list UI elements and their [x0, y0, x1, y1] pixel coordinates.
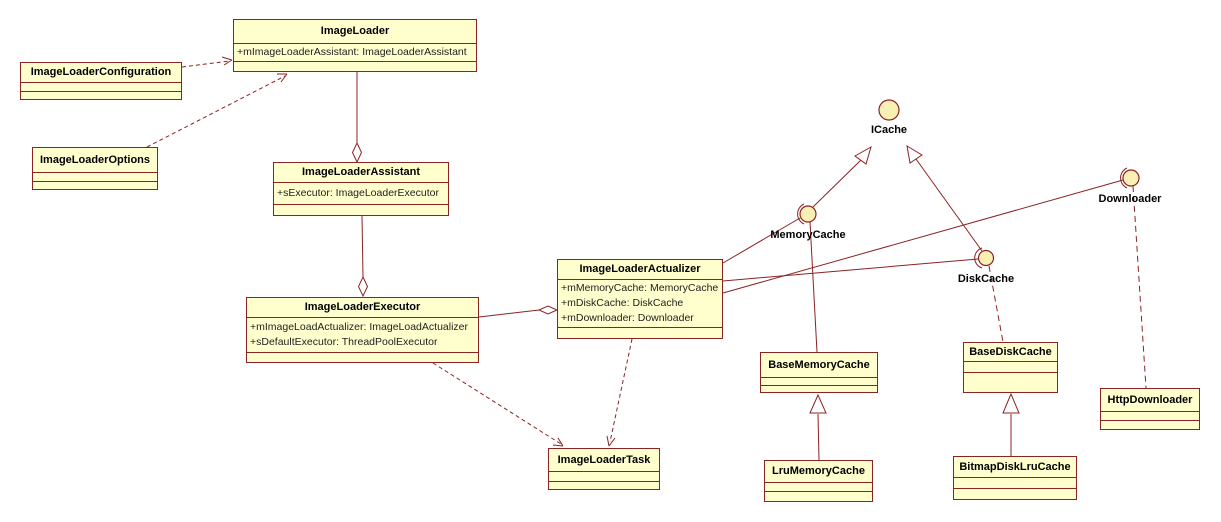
class-image-loader-actualizer[interactable] — [557, 259, 723, 339]
operations-compartment — [1101, 421, 1199, 429]
interface-label-icache: ICache — [870, 124, 908, 136]
interface-label-downloader: Downloader — [1098, 193, 1162, 205]
operations-compartment — [964, 373, 1057, 392]
attributes-compartment — [274, 183, 448, 205]
class-attribute: +mDownloader: Downloader — [561, 312, 694, 324]
generalization-lru-basememory — [810, 395, 826, 460]
class-image-loader-assistant[interactable] — [273, 162, 449, 216]
class-title: BitmapDiskLruCache — [954, 457, 1076, 478]
attributes-compartment — [549, 472, 659, 482]
class-title: HttpDownloader — [1101, 389, 1199, 412]
class-title: LruMemoryCache — [765, 461, 872, 483]
open-arrowhead-icon — [277, 74, 287, 82]
class-title: ImageLoaderOptions — [33, 148, 157, 173]
generalization-triangle-icon — [907, 146, 922, 163]
class-attribute: +sExecutor: ImageLoaderExecutor — [277, 187, 439, 199]
operations-compartment — [33, 182, 157, 189]
attributes-compartment — [558, 280, 722, 328]
operations-compartment — [954, 489, 1076, 499]
class-image-loader-configuration[interactable] — [20, 62, 182, 100]
class-title: ImageLoaderActualizer — [558, 260, 722, 280]
dependency-actualizer-task — [607, 339, 632, 446]
operations-compartment — [765, 492, 872, 501]
class-title: BaseDiskCache — [964, 343, 1057, 362]
diskcache-lollipop-icon[interactable] — [975, 248, 994, 268]
aggregation-loader-assistant — [353, 72, 362, 162]
class-attribute: +mImageLoadActualizer: ImageLoadActualizer — [250, 321, 468, 333]
class-title: ImageLoaderTask — [549, 449, 659, 472]
icache-lollipop-icon[interactable] — [879, 100, 899, 120]
class-title: ImageLoader — [234, 20, 476, 44]
downloader-lollipop-icon[interactable] — [1121, 168, 1139, 188]
provided-interface-basememorycache — [810, 222, 817, 352]
attributes-compartment — [234, 44, 476, 62]
dependency-executor-task — [433, 363, 563, 446]
class-title: ImageLoaderAssistant — [274, 163, 448, 183]
aggregation-diamond-icon — [539, 306, 557, 314]
attributes-compartment — [1101, 412, 1199, 421]
attributes-compartment — [761, 378, 877, 386]
realization-diskcache-icache — [907, 146, 982, 251]
attributes-compartment — [21, 83, 181, 92]
aggregation-diamond-icon — [353, 143, 362, 162]
class-lru-memory-cache[interactable] — [764, 460, 873, 502]
aggregation-diamond-icon — [359, 277, 368, 296]
operations-compartment — [761, 386, 877, 392]
class-image-loader-task[interactable] — [548, 448, 660, 490]
interface-label-memorycache: MemoryCache — [770, 229, 846, 241]
provided-interface-httpdownloader — [1133, 186, 1146, 388]
realization-memorycache-icache — [813, 147, 871, 207]
dependency-configuration-loader — [182, 57, 232, 67]
class-title: ImageLoaderConfiguration — [21, 63, 181, 83]
class-base-disk-cache[interactable] — [963, 342, 1058, 393]
operations-compartment — [247, 353, 478, 362]
aggregation-assistant-executor — [359, 216, 368, 296]
class-image-loader-options[interactable] — [32, 147, 158, 190]
generalization-triangle-icon — [810, 395, 826, 413]
generalization-triangle-icon — [855, 147, 871, 164]
generalization-bitmap-basedisk — [1003, 394, 1019, 456]
class-image-loader[interactable] — [233, 19, 477, 72]
class-attribute: +mMemoryCache: MemoryCache — [561, 282, 719, 294]
aggregation-executor-actualizer — [479, 306, 557, 317]
class-base-memory-cache[interactable] — [760, 352, 878, 393]
class-attribute: +sDefaultExecutor: ThreadPoolExecutor — [250, 336, 438, 348]
operations-compartment — [558, 328, 722, 338]
class-bitmap-disk-lru-cache[interactable] — [953, 456, 1077, 500]
attributes-compartment — [33, 173, 157, 182]
interface-label-diskcache: DiskCache — [957, 273, 1015, 285]
class-attribute: +mImageLoaderAssistant: ImageLoaderAssistant — [237, 46, 467, 58]
operations-compartment — [274, 205, 448, 215]
attributes-compartment — [964, 362, 1057, 373]
association-actualizer-diskcache — [723, 259, 978, 281]
attributes-compartment — [954, 478, 1076, 489]
class-title: BaseMemoryCache — [761, 353, 877, 378]
class-attribute: +mDiskCache: DiskCache — [561, 297, 684, 309]
operations-compartment — [234, 62, 476, 71]
attributes-compartment — [765, 483, 872, 492]
operations-compartment — [549, 482, 659, 489]
class-title: ImageLoaderExecutor — [247, 298, 478, 318]
generalization-triangle-icon — [1003, 394, 1019, 413]
attributes-compartment — [247, 318, 478, 353]
class-image-loader-executor[interactable] — [246, 297, 479, 363]
operations-compartment — [21, 92, 181, 99]
class-http-downloader[interactable] — [1100, 388, 1200, 430]
